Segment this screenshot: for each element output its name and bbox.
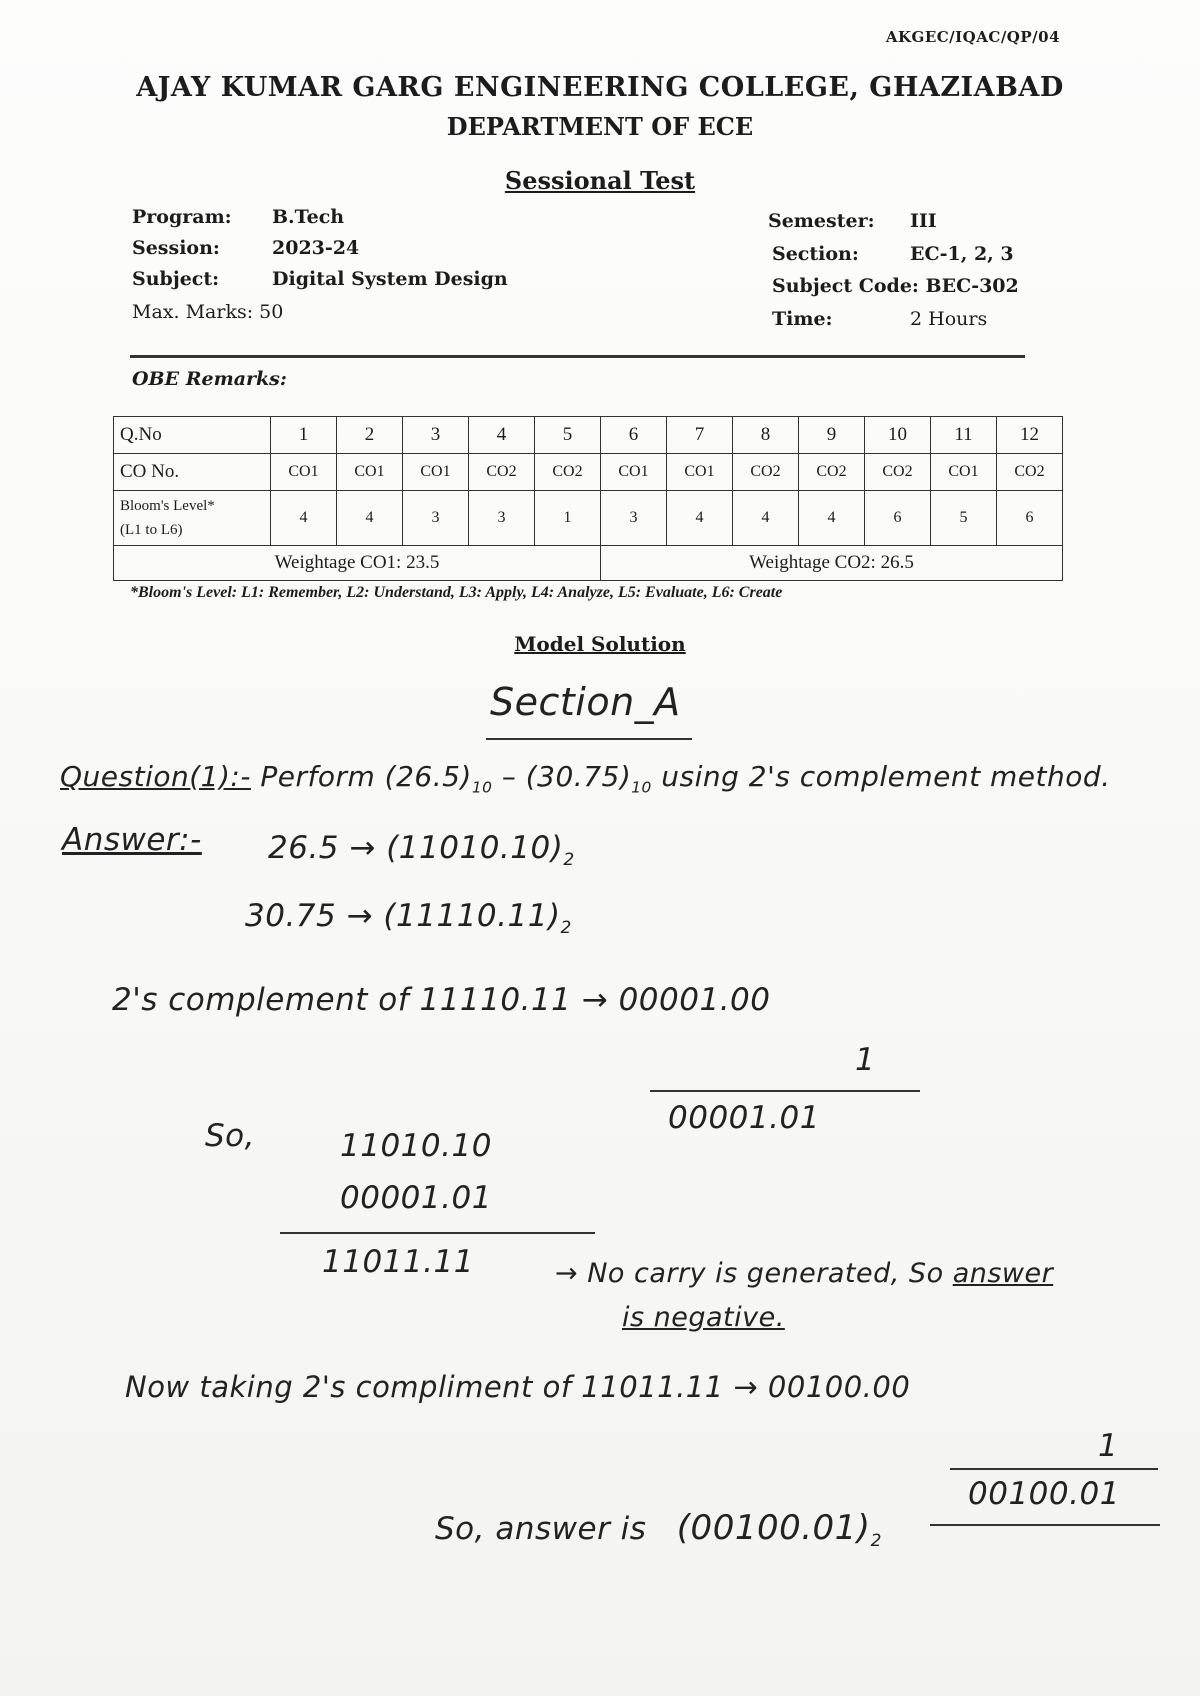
bloom-row: Bloom's Level* (L1 to L6) 4 4 3 3 1 3 4 4 4 6 5 6 (114, 491, 1063, 546)
binary-30-75: $30.75 \to (11110.11)_2$ (245, 898, 572, 939)
section-underline (486, 738, 692, 740)
carry-one: 1 (855, 1042, 876, 1078)
department-name: DEPARTMENT OF ECE (446, 112, 754, 141)
sum-result: 11011.11 (322, 1244, 474, 1280)
program-value: B.Tech (272, 206, 345, 228)
second-complement-step: Now taking 2's compliment of 11011.11 → 00100.00 (125, 1370, 911, 1404)
sum-line-1 (650, 1090, 920, 1092)
session-label: Session: (132, 237, 220, 259)
blooms-level-note: *Bloom's Level: L1: Remember, L2: Understand, L3: Apply, L4: Analyze, L5: Evaluate, L6: Create (130, 584, 783, 601)
session-value: 2023-24 (272, 237, 360, 259)
co-row: CO No. CO1 CO1 CO1 CO2 CO2 CO1 CO1 CO2 CO2 CO2 CO1 CO2 (114, 454, 1063, 491)
co-header: CO No. (114, 454, 271, 491)
final-answer: So, answer is $(00100.01)_2$ (435, 1508, 882, 1552)
exam-page: AKGEC/IQAC/QP/04 AJAY KUMAR GARG ENGINEERING COLLEGE, GHAZIABAD DEPARTMENT OF ECE Sessional Test Program: B.Tech Session: 2023-24 Subject: Digital System Design Max. Marks: 50 Semester: III Section: EC-1, 2, 3 Subject Code: BEC-302 Time: 2 Hours OBE Remarks: Q.No 1 2 3 4 5 6 7 8 9 10 11 12 CO No. CO1 CO1 CO1 CO2 CO2 CO1 CO1 CO2 CO2 CO2 CO1 CO2 Bloom's Level* (L1 to L6) 4 4 3 3 1 3 4 4 4 6 5 6 Weightage CO1: 23.5 Weightage CO2: 26.5 *Bloom's Level: L1: Remember, L2: Understand, L3: Apply, L4: Analyze, L5: Evaluate, L6: Create Model Solution Section_A Question(1):- Perform $(26.5)_{10} - (30.75)_{10}$ using 2's complement method. Answer:- $26.5 \to (11010.10)_2$ $30.75 \to (11110.11)_2$ 2's complement of 11110.11 → 00001.00 1 00001.01 So, 11010.10 00001.01 11011.11 → No carry is generated, So answer is negative. Now taking 2's compliment of 11011.11 → 00100.00 1 00100.01 So, answer is $(00100.01)_2$ (0, 0, 1200, 1696)
subject-label: Subject: (132, 268, 220, 290)
addend-2: 00001.01 (340, 1180, 492, 1216)
answer-label: Answer:- (62, 822, 202, 858)
header-divider (130, 355, 1025, 358)
bloom-header: Bloom's Level* (L1 to L6) (114, 491, 271, 546)
model-solution-title: Model Solution (514, 632, 686, 656)
time-value: 2 Hours (910, 308, 988, 330)
sum-line-4 (930, 1524, 1160, 1526)
weightage-co1: Weightage CO1: 23.5 (114, 546, 601, 581)
semester-value: III (910, 210, 937, 232)
weightage-row (114, 546, 1063, 581)
so-label: So, (205, 1118, 255, 1154)
sum-line-3 (950, 1468, 1158, 1470)
obe-remarks-label: OBE Remarks: (132, 368, 287, 390)
addend-1: 11010.10 (340, 1128, 492, 1164)
co-mapping-table (113, 416, 1063, 581)
time-label: Time: (772, 308, 833, 330)
program-label: Program: (132, 206, 232, 228)
sum-line-2 (280, 1232, 595, 1234)
section-label: Section: (772, 243, 859, 265)
carry-note: → No carry is generated, So answer (555, 1258, 1054, 1289)
section-value: EC-1, 2, 3 (910, 243, 1014, 265)
test-title: Sessional Test (504, 166, 696, 195)
qno-row: Q.No 1 2 3 4 5 6 7 8 9 10 11 12 (114, 417, 1063, 454)
subject-value: Digital System Design (272, 268, 508, 290)
form-code: AKGEC/IQAC/QP/04 (885, 28, 1060, 46)
question-1: Question(1):- Perform $(26.5)_{10} - (30.75)_{10}$ using 2's complement method. (60, 760, 1111, 797)
college-name: AJAY KUMAR GARG ENGINEERING COLLEGE, GHAZIABAD (136, 72, 1064, 103)
negative-note: is negative. (622, 1302, 785, 1333)
final-complement: 00100.01 (968, 1476, 1120, 1512)
binary-26-5: $26.5 \to (11010.10)_2$ (268, 830, 575, 871)
twos-complement-step: 2's complement of 11110.11 → 00001.00 (112, 982, 771, 1018)
section-heading: Section_A (490, 680, 681, 724)
carry-one-2: 1 (1098, 1428, 1119, 1464)
weightage-co2: Weightage CO2: 26.5 (601, 546, 1063, 581)
complement-result: 00001.01 (668, 1100, 820, 1136)
qno-header: Q.No (114, 417, 271, 454)
semester-label: Semester: (768, 210, 875, 232)
